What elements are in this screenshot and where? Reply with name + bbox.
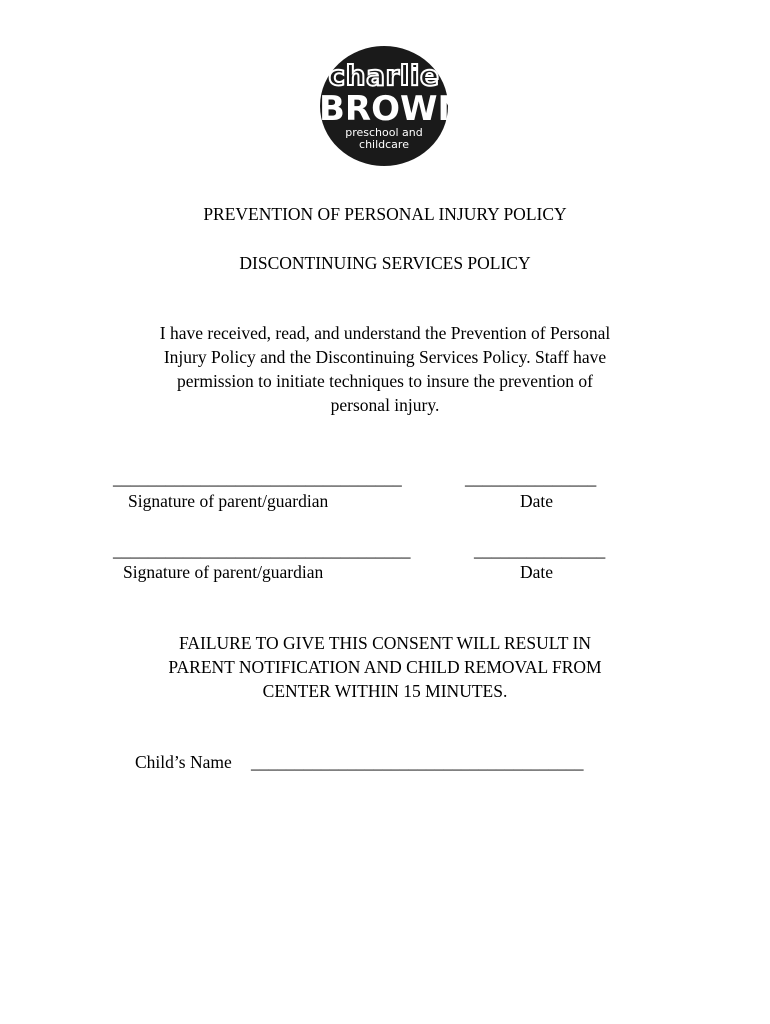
date-line[interactable]: _______________ bbox=[465, 468, 597, 488]
date-line[interactable]: _______________ bbox=[474, 540, 606, 560]
date-label: Date bbox=[520, 491, 554, 511]
signature-label: Signature of parent/guardian bbox=[123, 562, 324, 582]
logo-wordmark-brown: BROWN bbox=[319, 89, 466, 129]
date-label: Date bbox=[520, 562, 554, 582]
charlie-brown-logo bbox=[319, 45, 466, 167]
statement-line: Injury Policy and the Discontinuing Services Policy. Staff have bbox=[163, 347, 607, 367]
policy-title-injury: PREVENTION OF PERSONAL INJURY POLICY bbox=[203, 204, 567, 224]
warning-line: FAILURE TO GIVE THIS CONSENT WILL RESULT IN bbox=[178, 633, 592, 653]
logo-tagline-line1: preschool and bbox=[345, 126, 423, 139]
signature-line[interactable]: __________________________________ bbox=[113, 540, 411, 560]
warning-line: PARENT NOTIFICATION AND CHILD REMOVAL FROM bbox=[168, 657, 602, 677]
warning-line: CENTER WITHIN 15 MINUTES. bbox=[262, 681, 508, 701]
logo-tagline bbox=[319, 127, 449, 151]
policy-title-discontinuing: DISCONTINUING SERVICES POLICY bbox=[239, 253, 531, 273]
child-name-label: Child’s Name bbox=[135, 752, 232, 772]
statement-line: permission to initiate techniques to insure the prevention of bbox=[176, 371, 594, 391]
signature-line[interactable]: _________________________________ bbox=[113, 468, 402, 488]
signature-label: Signature of parent/guardian bbox=[128, 491, 329, 511]
child-name-line[interactable]: ______________________________________ bbox=[251, 752, 584, 772]
statement-line: personal injury. bbox=[330, 395, 440, 415]
logo-tagline-line2: childcare bbox=[359, 138, 409, 151]
logo-wordmark-charlie: charlie bbox=[328, 59, 440, 92]
statement-line: I have received, read, and understand the Prevention of Personal bbox=[159, 323, 611, 343]
